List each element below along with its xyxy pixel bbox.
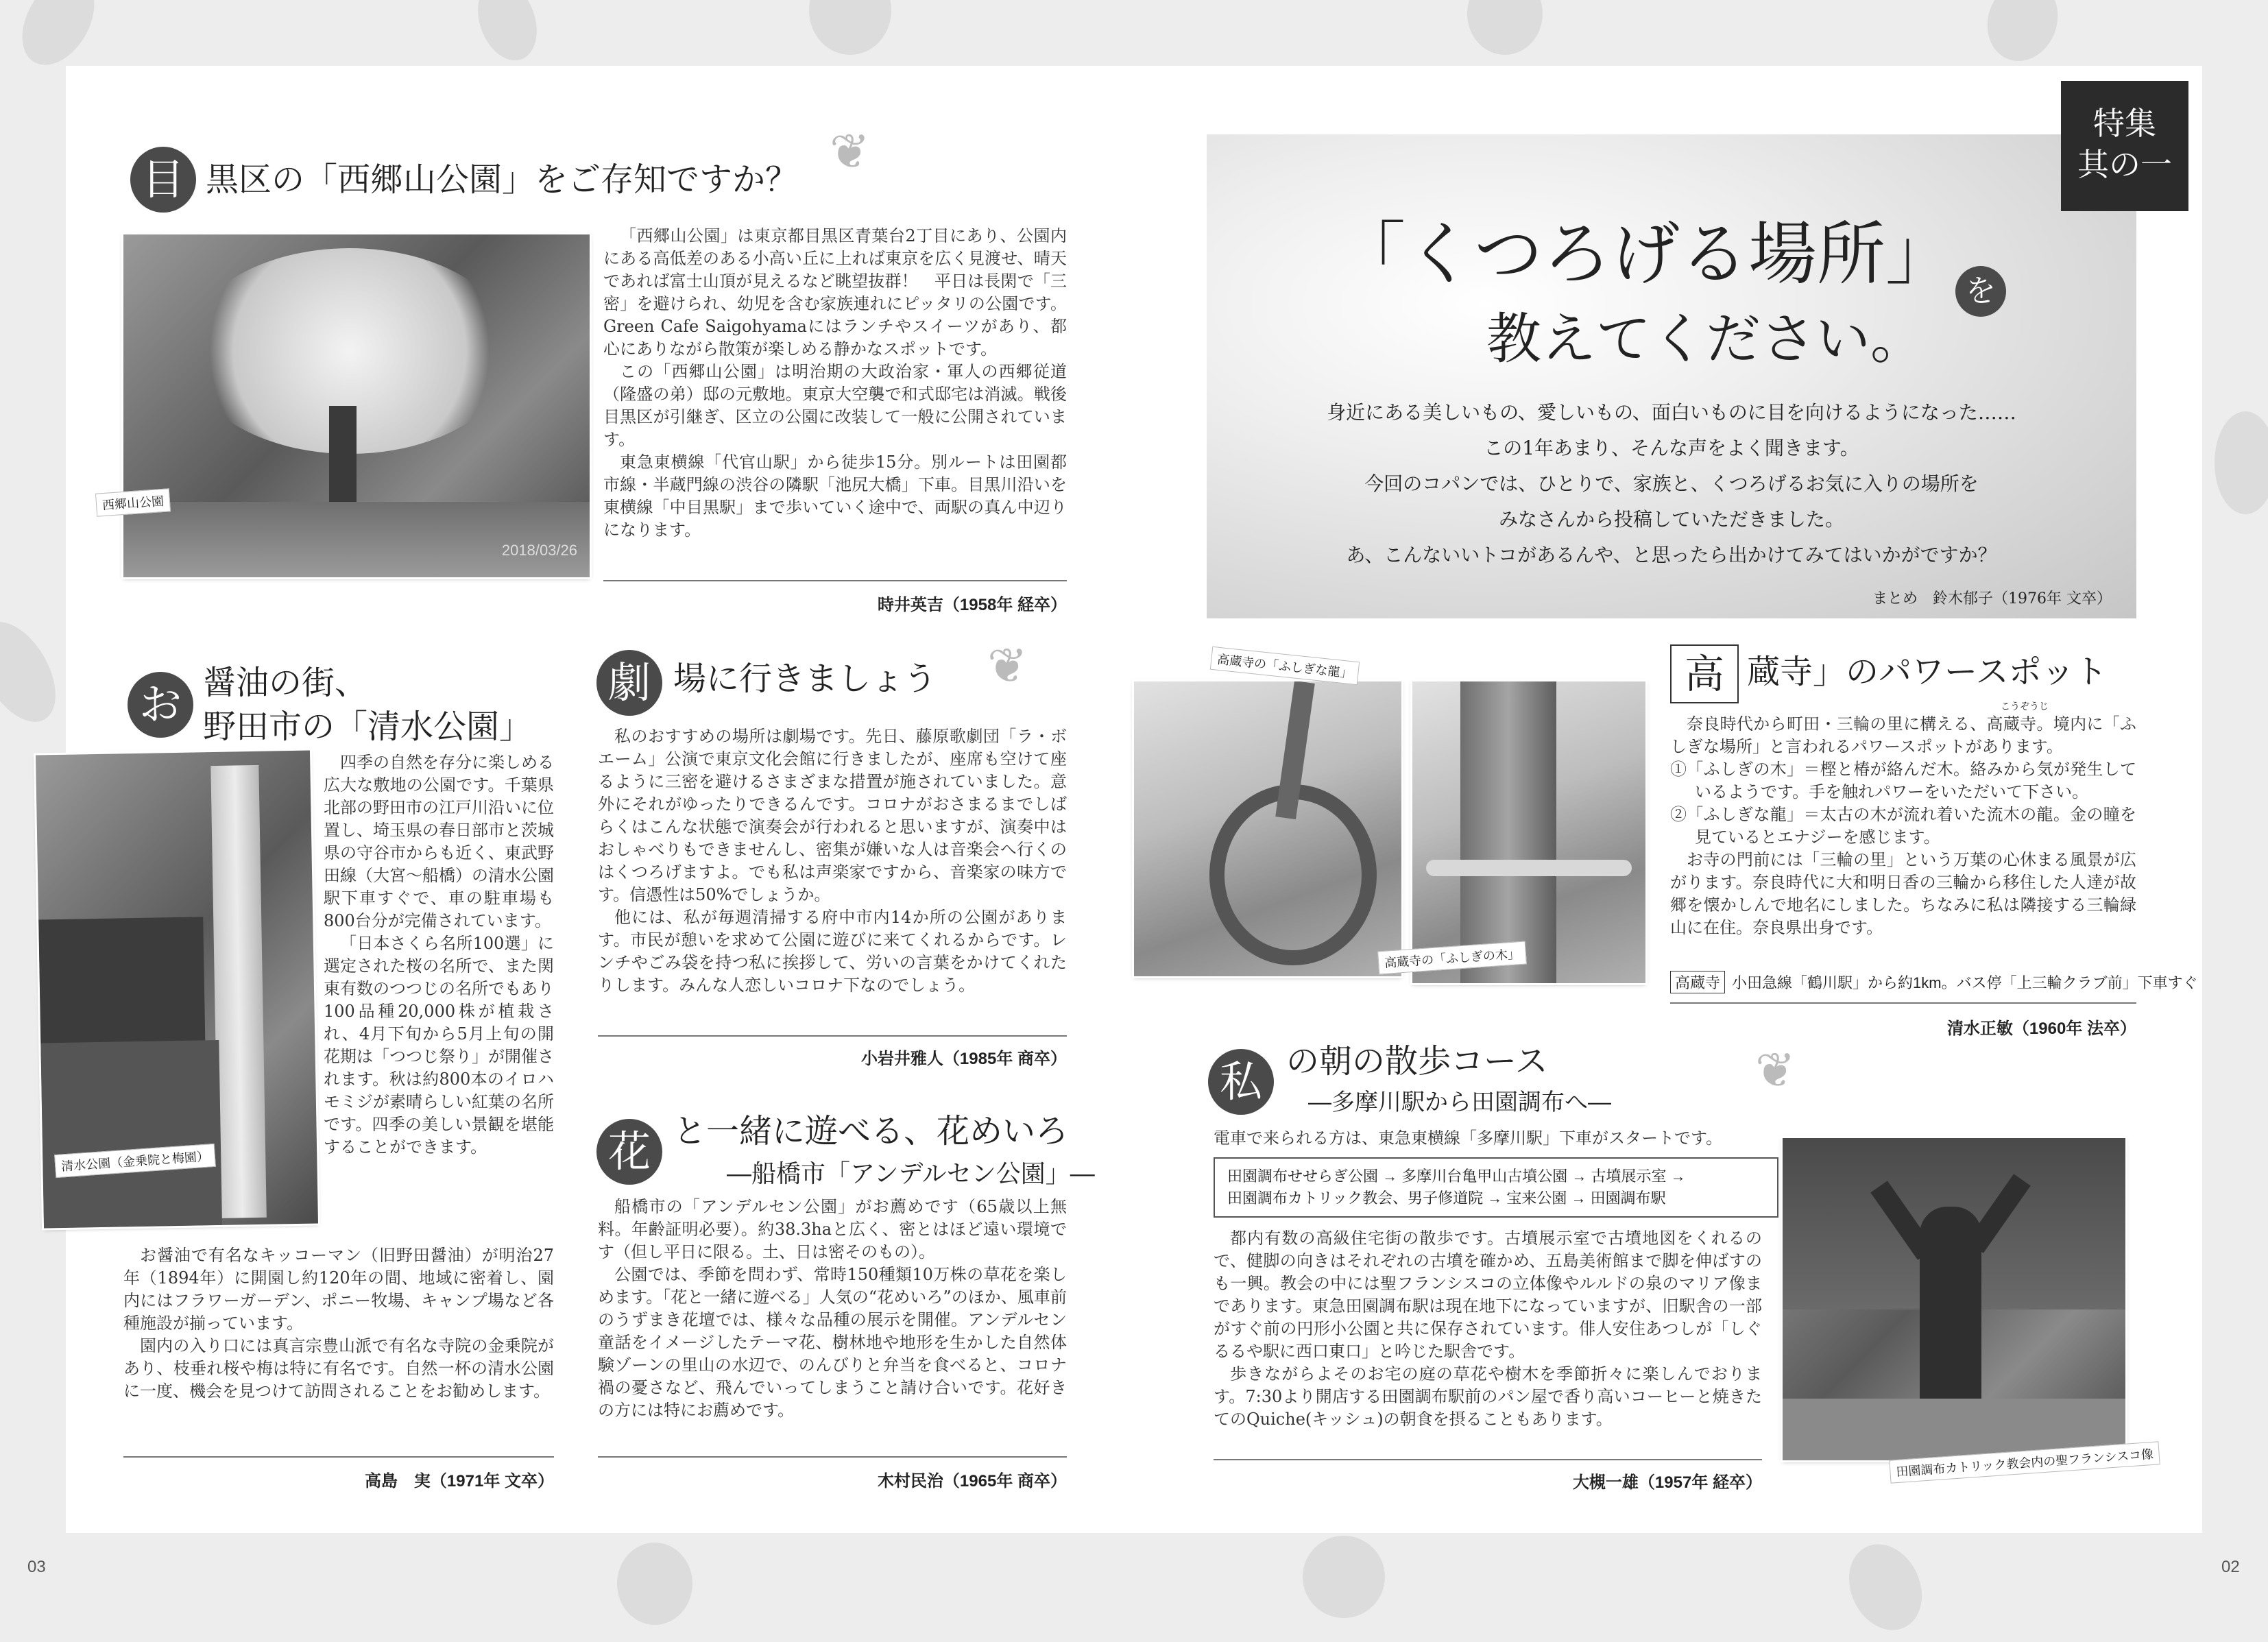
article-heading: 黒区の「西郷山公園」をご存知ですか？: [206, 160, 799, 199]
article-author: 大槻一雄（1957年 経卒）: [1572, 1473, 1762, 1492]
background-leaf: [1303, 1536, 1385, 1618]
page-number-right: 02: [2221, 1558, 2240, 1576]
article-initial-circle: お: [128, 672, 193, 738]
article-author: 時井英吉（1958年 経卒）: [877, 596, 1067, 614]
article-initial-circle: 劇: [596, 650, 662, 716]
photo-caption: 高蔵寺の「ふしぎな龍」: [1210, 647, 1360, 685]
photo-caption: 西郷山公園: [95, 488, 171, 516]
access-info: [1670, 971, 2198, 993]
feature-title-line1: 「くつろげる場所」: [1337, 214, 1954, 294]
divider: [598, 1035, 1067, 1037]
background-leaf: [1467, 0, 1543, 55]
leaf-sprig-icon: ❦: [1755, 1042, 1796, 1098]
feature-intro-line: この1年あまり、そんな声をよく聞きます。: [1484, 437, 1859, 459]
article-lead: 電車で来られる方は、東急東横線「多摩川駅」下車がスタートです。: [1214, 1128, 1723, 1148]
ruby-reading: こうぞうじ: [2001, 701, 2049, 712]
article-body-narrow: 四季の自然を存分に楽しめる広大な敷地の公園です。千葉県北部の野田市の江戸川沿いに位置し、埼玉県の春日部市と茨城県の守谷市からも近く、東武野田線（大宮～船橋）の清水公園駅下車すぐで、車の駐車場も800台分が完備されています。 「日本さくら名所100選」に選定された桜の名所で、また関東有数のつつじの名所でもあり100品種20,000株が植栽され、4月下旬から5月上旬の開花期は「つつじ祭り」が開催されます。秋は約800本のイロハモミジが素晴らしい紅葉の名所です。四季の美しい景観を堪能することができます。: [324, 753, 554, 1157]
article-body: 「西郷山公園」は東京都目黒区青葉台2丁目にあり、公園内にある高低差のある小高い丘に上れば東京を広く見渡せ、晴天であれば富士山頂が見えるなど眺望抜群！ 平日は長閑で「三密」を避けられ、幼児を含む家族連れにピッタリの公園です。Green Cafe Saigohyamaにはランチやスイーツがあり、都心にありながら散策が楽しめる静かなスポットです。 この「西郷山公園」は明治期の大政治家・軍人の西郷従道（隆盛の弟）邸の元敷地。東京大空襲で和式邸宅は消滅。戦後目黒区が引継ぎ、区立の公園に改装して一般に公開されています。 東急東横線「代官山駅」から徒歩15分。別ルートは田園都市線・半蔵門線の渋谷の隣駅「池尻大橋」下車。目黒川沿いを東横線「中目黒駅」まで歩いていく途中で、両駅の真ん中辺りになります。: [603, 226, 1067, 540]
feature-intro-line: 今回のコパンでは、ひとりで、家族と、くつろげるお気に入りの場所を: [1364, 472, 1979, 495]
article-subheading: ―多摩川駅から田園調布へ―: [1308, 1089, 1611, 1116]
background-leaf: [2215, 411, 2268, 514]
feature-intro-line: あ、こんないいトコがあるんや、と思ったら出かけてみてはいかがですか？: [1346, 544, 1997, 566]
article-author: 木村民治（1965年 商卒）: [877, 1472, 1067, 1490]
photo-saigoyama-park: [123, 234, 590, 577]
feature-intro-line: 身近にある美しいもの、愛しいもの、面白いものに目を向けるようになった……: [1327, 401, 2016, 424]
divider: [1214, 1459, 1762, 1460]
feature-title-particle: を: [1955, 266, 2006, 317]
article-heading-line1: 醤油の街、: [203, 664, 368, 702]
article-body: 都内有数の高級住宅街の散歩です。古墳展示室で古墳地図をくれるので、健脚の向きはそれぞれの古墳を確かめ、五島美術館まで脚を伸ばすのも一興。教会の中には聖フランシスコの立体像やルルドの泉のマリア像まであります。東急田園調布駅は現在地下になっていますが、旧駅舎の一部がすぐ前の円形小公園と共に保存されています。俳人安住あつしが「しぐるるや駅に西口東口」と吟じた駅舎です。 歩きながらよそのお宅の庭の草花や樹木を季節折々に楽しんでおります。7:30より開店する田園調布駅前のパン屋で香り高いコーヒーと焼きたてのQuiche(キッシュ)の朝食を摂ることもあります。: [1214, 1229, 1762, 1429]
background-leaf: [0, 609, 71, 735]
article-initial-circle: 私: [1208, 1049, 1274, 1115]
feature-title-line2: 教えてください。: [1486, 307, 1925, 371]
leaf-sprig-icon: ❦: [987, 638, 1028, 694]
route-box: 田園調布せせらぎ公園 → 多摩川台亀甲山古墳公園 → 古墳展示室 → 田園調布カトリック教会、男子修道院 → 宝来公園 → 田園調布駅: [1214, 1157, 1778, 1218]
article-subheading: ―船橋市「アンデルセン公園」―: [727, 1160, 1095, 1188]
article-author: 高島 実（1971年 文卒）: [364, 1472, 554, 1490]
feature-tag: 特集 其の一: [2061, 81, 2188, 211]
article-heading: 場に行きましょう: [673, 660, 937, 698]
background-leaf: [1976, 0, 2068, 71]
divider: [603, 580, 1067, 581]
article-body: 奈良時代から町田・三輪の里に構える、高蔵寺。境内に「ふしぎな場所」と言われるパワースポットがあります。 ①「ふしぎの木」＝樫と椿が絡んだ木。絡みから気が発生しているようです。手を触れパワーをいただいて下さい。 ②「ふしぎな龍」＝太古の木が流れ着いた流木の龍。金の瞳を見ているとエナジーを感じます。 お寺の門前には「三輪の里」という万葉の心休まる風景が広がります。奈良時代に大和明日香の三輪から移住した人達が故郷を懐かしんで地名にしました。ちなみに私は隣接する三輪緑山に在住。奈良県出身です。: [1670, 714, 2136, 937]
article-body-wide: お醤油で有名なキッコーマン（旧野田醤油）が明治27年（1894年）に開園し約120年の間、地域に密着し、園内にはフラワーガーデン、ポニー牧場、キャンプ場など各種施設が揃っています。 園内の入り口には真言宗豊山派で有名な寺院の金乗院があり、枝垂れ桜や梅は特に有名です。自然一杯の清水公園に一度、機会を見つけて訪問されることをお勧めします。: [123, 1246, 554, 1401]
photo-caption: 高蔵寺の「ふしぎの木」: [1377, 941, 1527, 975]
page-number-left: 03: [27, 1558, 46, 1576]
article-initial-box: 高: [1670, 644, 1739, 703]
article-author: 小岩井雅人（1985年 商卒）: [860, 1050, 1067, 1068]
photo-takakura-tree: [1412, 681, 1645, 983]
background-leaf: [1835, 1532, 1935, 1642]
feature-credit: まとめ 鈴木郁子（1976年 文卒）: [1872, 590, 2112, 607]
article-initial-circle: 目: [130, 147, 196, 213]
photo-caption: 清水公園（金乗院と梅園）: [54, 1144, 216, 1178]
access-info-text: 小田急線「鶴川駅」から約1km。バス停「上三輪クラブ前」下車すぐ: [1732, 974, 2198, 991]
article-heading: 蔵寺」のパワースポット: [1747, 653, 2108, 691]
article-author: 清水正敏（1960年 法卒）: [1946, 1019, 2136, 1038]
article-body: 船橋市の「アンデルセン公園」がお薦めです（65歳以上無料。年齢証明必要）。約38.3haと広く、密とはほど遠い環境です（但し平日に限る。土、日は密そのもの）。 公園では、季節を問わず、常時150種類10万株の草花を楽しめます。「花と一緒に遊べる」人気の“花めいろ”のほか、風車前のうずまき花壇では、様々な品種の展示を開催。アンデルセン童話をイメージしたテーマ花、樹林地や地形を生かした自然体験ゾーンの里山の水辺で、のんびりと弁当を食べると、コロナ禍の憂さなど、飛んでいってしまうこと請け合いです。花好きの方には特にお薦めです。: [598, 1197, 1067, 1420]
article-heading: の朝の散歩コース: [1286, 1042, 1548, 1080]
background-leaf: [468, 0, 547, 69]
article-body: 私のおすすめの場所は劇場です。先日、藤原歌劇団「ラ・ボエーム」公演で東京文化会館に行きましたが、座席も空けて座るように三密を避けるさまざまな措置が施されていました。意外にそれがゆったりできるんです。コロナがおさまるまでしばらくはこんな状態で演奏会が行われると思いますが、演奏中はおしゃべりもできませんし、密集が嫌いな人は音楽会へ行くのはくつろげますよ。でも私は声楽家ですから、音楽家の味方です。信憑性は50%でしょうか。 他には、私が毎週清掃する府中市内14か所の公園があります。市民が憩いを求めて公園に遊びに来てくれるからです。レンチやごみ袋を持つ私に挨拶して、労いの言葉をかけてくれたりします。みんな人恋しいコロナ下なのでしょう。: [598, 727, 1067, 995]
photo-caption: 田園調布カトリック教会内の聖フランシスコ像: [1889, 1441, 2160, 1483]
article-heading-line2: 野田市の「清水公園」: [203, 708, 533, 746]
photo-date-stamp: 2018/03/26: [501, 542, 577, 559]
divider: [123, 1456, 554, 1458]
divider: [598, 1456, 1067, 1458]
feature-intro-line: みなさんから投稿していただきました。: [1498, 508, 1844, 531]
article-initial-circle: 花: [596, 1119, 662, 1185]
photo-st-francis-statue: [1783, 1138, 2125, 1460]
access-info-badge: 高蔵寺: [1670, 971, 1725, 993]
article-heading: と一緒に遊べる、花めいろ: [673, 1112, 1069, 1150]
background-leaf: [809, 0, 891, 55]
leaf-sprig-icon: ❦: [830, 123, 870, 180]
photo-takakura-dragon: [1134, 681, 1401, 976]
background-leaf: [617, 1543, 692, 1625]
divider: [1670, 1002, 2136, 1004]
